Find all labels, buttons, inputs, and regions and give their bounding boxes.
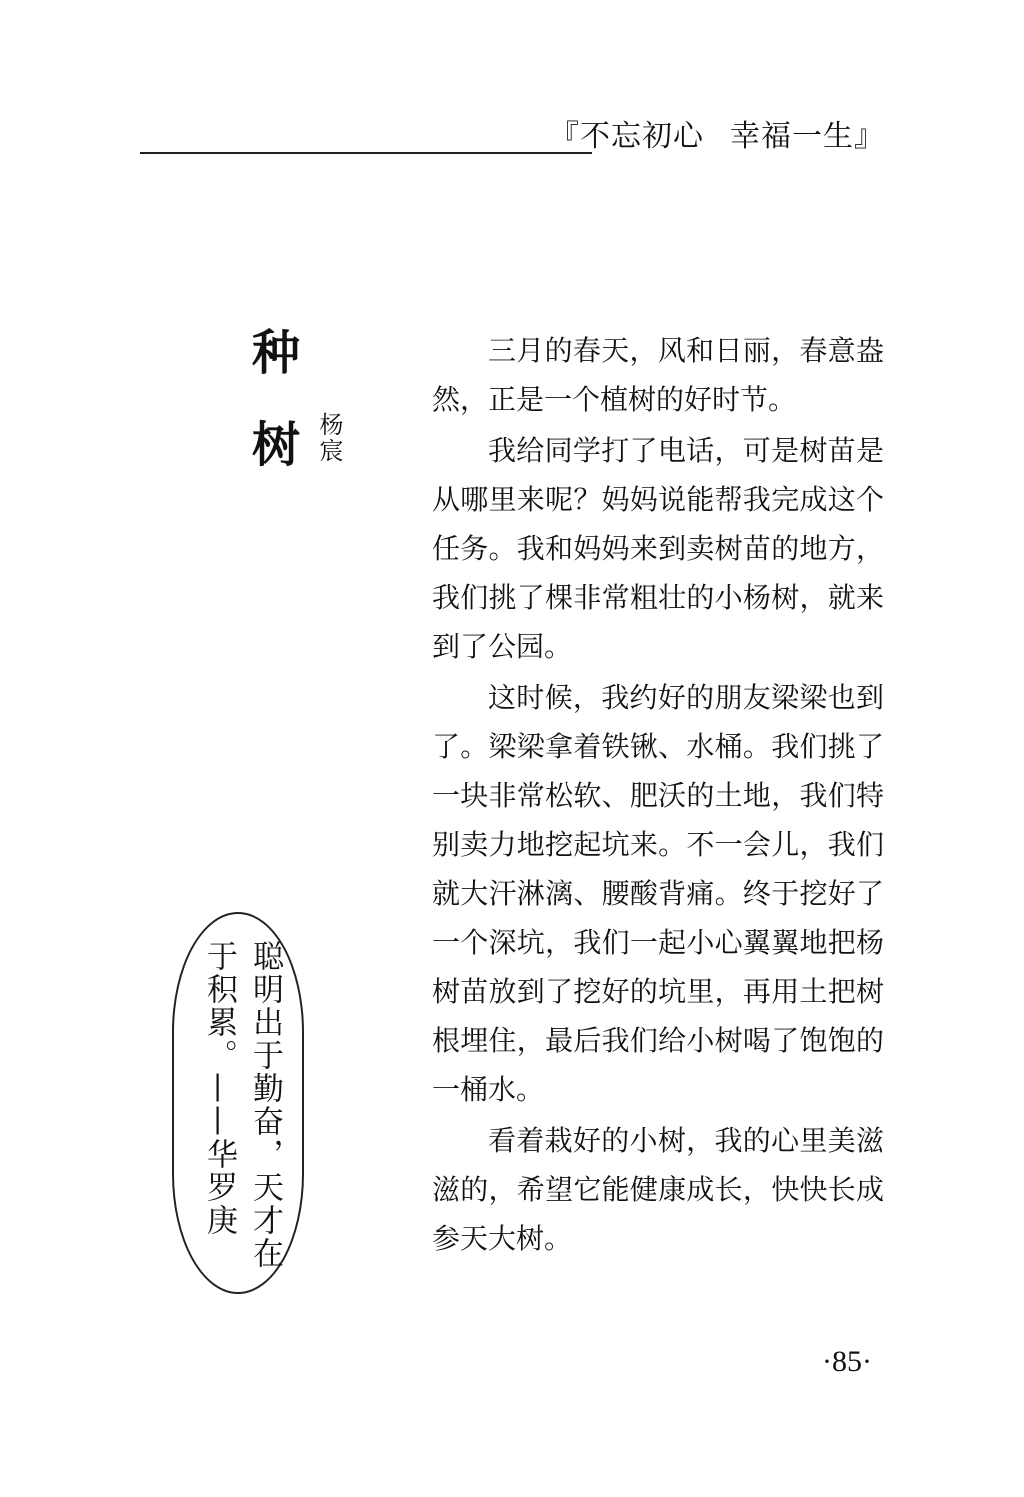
running-header bbox=[140, 118, 885, 158]
article-paragraph: 我给同学打了电话，可是树苗是从哪里来呢？妈妈说能帮我完成这个任务。我和妈妈来到卖树苗的地方，我们挑了棵非常粗壮的小杨树，就来到了公园。 bbox=[432, 434, 884, 663]
book-title bbox=[549, 118, 885, 156]
page-number: ·85· bbox=[822, 1345, 872, 1378]
article-author: 杨宸 bbox=[315, 412, 343, 464]
header-rule bbox=[140, 152, 592, 154]
article-title-char: 种 bbox=[252, 325, 301, 381]
header-title-right: 幸福一生 bbox=[730, 119, 854, 154]
article-body bbox=[432, 326, 884, 1265]
header-open-bracket: 『 bbox=[549, 119, 580, 154]
article-paragraph: 三月的春天，风和日丽，春意盎然，正是一个植树的好时节。 bbox=[432, 334, 884, 416]
header-title-left: 不忘初心 bbox=[580, 119, 704, 154]
quote-text: 聪明出于勤奋，天才在于积累。——华罗庚 bbox=[201, 940, 283, 1270]
article-title-char: 树 bbox=[252, 417, 301, 473]
header-close-bracket: 』 bbox=[854, 119, 885, 154]
article-paragraph: 这时候，我约好的朋友梁梁也到了。梁梁拿着铁锹、水桶。我们挑了一块非常松软、肥沃的土地，我们特别卖力地挖起坑来。不一会儿，我们就大汗淋漓、腰酸背痛。终于挖好了一个深坑，我们一起小心翼翼地把杨树苗放到了挖好的坑里，再用土把树根埋住，最后我们给小树喝了饱饱的一桶水。 bbox=[432, 681, 884, 1106]
quote-callout bbox=[172, 912, 304, 1294]
article-title bbox=[252, 325, 312, 473]
article-paragraph: 看着栽好的小树，我的心里美滋滋的，希望它能健康成长，快快长成参天大树。 bbox=[432, 1124, 884, 1255]
